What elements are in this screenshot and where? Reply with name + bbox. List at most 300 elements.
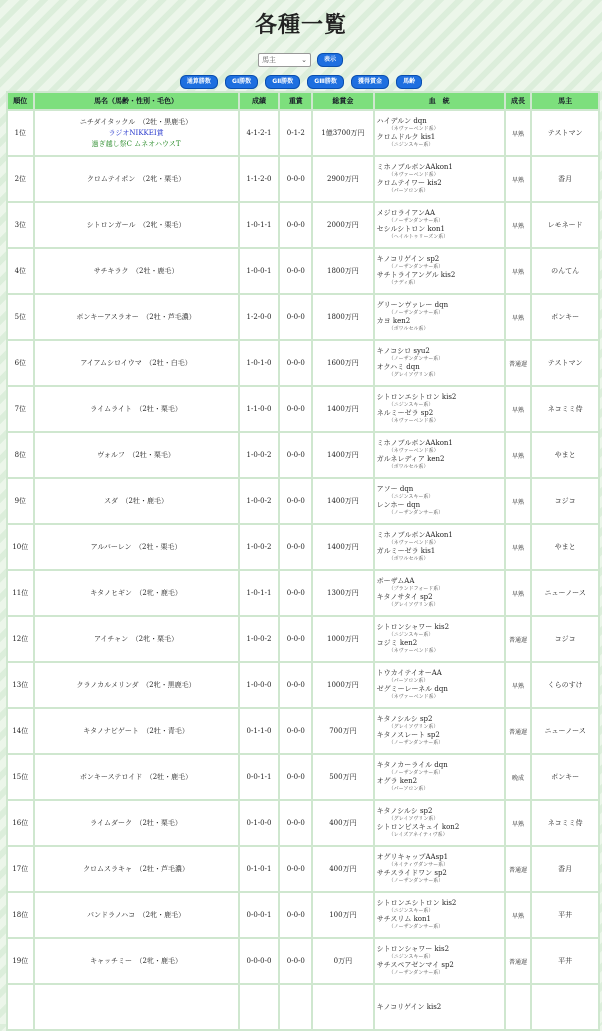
col-pedigree: 血 統 — [375, 93, 504, 109]
owner-cell: テストマン — [532, 341, 598, 385]
sire-line: （ノーザンダンサー系） — [388, 310, 444, 316]
ranking-table — [6, 91, 600, 1031]
col-horse-name: 馬名（馬齢・性別・毛色） — [35, 93, 238, 109]
dam-line: （ヘイルトゥリーズン系） — [388, 234, 449, 240]
graded-cell: 0-0-0 — [280, 617, 311, 661]
horse-name[interactable]: アイアムシロイウマ （2牡・白毛） — [80, 358, 192, 367]
prize-cell: 700万円 — [313, 709, 372, 753]
dam: サチスペアゼンマイ sp2 — [376, 961, 454, 969]
pedigree-cell — [375, 801, 504, 845]
record-cell: 0-0-0-0 — [240, 939, 279, 983]
sire: キノコリゲイン sp2 — [376, 255, 440, 263]
dam: ガルミーゼラ kis1 — [376, 547, 436, 555]
dam: キタノスレート sp2 — [376, 731, 440, 739]
sire: シトロンエシトロン kis2 — [376, 899, 457, 907]
horse-cell — [35, 847, 238, 891]
sire-line: （ネヴァーベンド系） — [388, 540, 439, 546]
horse-cell — [35, 801, 238, 845]
owner-cell: ネコミミ侍 — [532, 801, 598, 845]
growth-cell: 早熟 — [506, 525, 531, 569]
dam-line: （パーソロン系） — [388, 188, 429, 194]
owner-cell: のんてん — [532, 249, 598, 293]
dam-line: （ノーザンダンサー系） — [388, 970, 444, 976]
prize-cell: 2000万円 — [313, 203, 372, 247]
sire: グリーンヴァレー dqn — [376, 301, 449, 309]
sire-line: （ネヴァーベンド系） — [388, 448, 439, 454]
col-rank: 順位 — [8, 93, 33, 109]
pedigree-cell — [375, 295, 504, 339]
pedigree-cell — [375, 111, 504, 155]
dam-line: （グレイソヴリン系） — [388, 372, 439, 378]
pedigree-cell — [375, 893, 504, 937]
col-owner: 馬主 — [532, 93, 598, 109]
horse-cell — [35, 893, 238, 937]
rank-cell: 10位 — [8, 525, 33, 569]
horse-name[interactable]: パンドラノハコ （2牝・鹿毛） — [86, 910, 186, 919]
dam-line: （ノーザンダンサー系） — [388, 510, 444, 516]
sire-line: （グレイソヴリン系） — [388, 816, 439, 822]
pedigree-cell — [375, 203, 504, 247]
sire-line: （ノーザンダンサー系） — [388, 356, 444, 362]
prize-cell: 1600万円 — [313, 341, 372, 385]
dam-line: （ナディ系） — [388, 280, 419, 286]
prize-cell: 1300万円 — [313, 571, 372, 615]
graded-cell: 0-0-0 — [280, 893, 311, 937]
owner-cell: コジコ — [532, 479, 598, 523]
record-cell: 0-1-0-1 — [240, 847, 279, 891]
sire-line: （ニジンスキー系） — [388, 954, 434, 960]
table-row — [8, 571, 598, 615]
dam: カヨ ken2 — [376, 317, 411, 325]
table-row — [8, 617, 598, 661]
graded-cell: 0-1-2 — [280, 111, 311, 155]
horse-name[interactable]: サチキラク （2牡・鹿毛） — [93, 266, 179, 275]
dam-line: （ノーザンダンサー系） — [388, 924, 444, 930]
owner-cell: ニューノース — [532, 571, 598, 615]
record-cell: 0-0-0-1 — [240, 893, 279, 937]
record-cell: 1-0-0-1 — [240, 249, 279, 293]
sire-line: （ブランドフォード系） — [388, 586, 444, 592]
growth-cell: 早熟 — [506, 433, 531, 477]
pedigree-cell — [375, 755, 504, 799]
sire: ミホノブルボンAAkon1 — [376, 531, 453, 539]
record-cell: 1-0-0-2 — [240, 525, 279, 569]
owner-select-value: 馬主 — [261, 55, 276, 64]
rank-cell: 2位 — [8, 157, 33, 201]
horse-name[interactable]: ヴォルフ （2牡・栗毛） — [97, 450, 175, 459]
horse-name[interactable]: アイチャン （2牝・栗毛） — [93, 634, 179, 643]
growth-cell: 晩成 — [506, 755, 531, 799]
rank-cell: 12位 — [8, 617, 33, 661]
race-title: ラジオNIKKEI賞 — [108, 128, 164, 137]
pedigree-cell — [375, 663, 504, 707]
dam: ネルミーゼラ sp2 — [376, 409, 434, 417]
table-row — [8, 709, 598, 753]
dam-line: （レイズアネイティヴ系） — [388, 832, 448, 838]
record-cell: 1-2-0-0 — [240, 295, 279, 339]
prize-cell: 1400万円 — [313, 525, 372, 569]
graded-cell: 0-0-0 — [280, 847, 311, 891]
table-row — [8, 525, 598, 569]
tab-g1-wins[interactable]: GⅠ勝数 — [225, 75, 258, 89]
graded-cell: 0-0-0 — [280, 249, 311, 293]
dam: オクハミ dqn — [376, 363, 420, 371]
growth-cell: 早熟 — [506, 479, 531, 523]
graded-cell: 0-0-0 — [280, 663, 311, 707]
horse-cell — [35, 985, 238, 1029]
table-row — [8, 295, 598, 339]
sire: ミホノブルボンAAkon1 — [376, 439, 453, 447]
pedigree-cell — [375, 617, 504, 661]
prize-cell: 1800万円 — [313, 295, 372, 339]
horse-name[interactable]: シトロンガール （2牝・栗毛） — [86, 220, 186, 229]
col-prize: 総賞金 — [313, 93, 372, 109]
graded-cell: 0-0-0 — [280, 433, 311, 477]
rank-cell: 11位 — [8, 571, 33, 615]
prize-cell: 1億3700万円 — [313, 111, 372, 155]
dam: サチトライアングル kis2 — [376, 271, 456, 279]
sire: キタノシルシ sp2 — [376, 715, 433, 723]
horse-cell — [35, 571, 238, 615]
prize-cell: 1000万円 — [313, 617, 372, 661]
growth-cell: 早熟 — [506, 249, 531, 293]
col-growth: 成長 — [506, 93, 531, 109]
record-cell: 0-1-1-0 — [240, 709, 279, 753]
sire-line: （ネヴァーベンド系） — [388, 172, 439, 178]
growth-cell: 普通遅 — [506, 847, 531, 891]
owner-cell: 平井 — [532, 893, 598, 937]
growth-cell: 早熟 — [506, 801, 531, 845]
col-graded: 重賞 — [280, 93, 311, 109]
sire-line: （ノーザンダンサー系） — [388, 770, 444, 776]
record-cell: 1-0-0-2 — [240, 433, 279, 477]
owner-cell: テストマン — [532, 111, 598, 155]
horse-name[interactable]: キタノヒギン （2牝・鹿毛） — [90, 588, 182, 597]
owner-cell — [532, 985, 598, 1029]
table-row — [8, 847, 598, 891]
prize-cell: 1400万円 — [313, 387, 372, 431]
owner-cell: ニューノース — [532, 709, 598, 753]
graded-cell: 0-0-0 — [280, 387, 311, 431]
pedigree-cell — [375, 341, 504, 385]
rank-cell: 9位 — [8, 479, 33, 523]
dam-line: （グレイソヴリン系） — [388, 602, 439, 608]
dam-line: （ボワルセル系） — [388, 556, 429, 562]
horse-cell — [35, 341, 238, 385]
pedigree-cell — [375, 479, 504, 523]
growth-cell: 早熟 — [506, 111, 531, 155]
horse-cell — [35, 479, 238, 523]
record-cell: 0-0-1-1 — [240, 755, 279, 799]
dam-line: （ニジンスキー系） — [388, 142, 434, 148]
table-row — [8, 249, 598, 293]
sire: シトロンシャワー kis2 — [376, 945, 450, 953]
rank-cell: 5位 — [8, 295, 33, 339]
dam: コジミ ken2 — [376, 639, 418, 647]
dam: クロムドルク kis1 — [376, 133, 436, 141]
graded-cell: 0-0-0 — [280, 295, 311, 339]
pedigree-cell — [375, 387, 504, 431]
record-cell: 1-0-1-1 — [240, 571, 279, 615]
rank-cell: 15位 — [8, 755, 33, 799]
pedigree-cell — [375, 847, 504, 891]
sire: シトロンエシトロン kis2 — [376, 393, 457, 401]
owner-cell: 香月 — [532, 157, 598, 201]
horse-cell — [35, 295, 238, 339]
pedigree-cell — [375, 249, 504, 293]
owner-cell: ボンキー — [532, 755, 598, 799]
dam-line: （ネヴァーベンド系） — [388, 418, 439, 424]
dam-line: （ネヴァーベンド系） — [388, 694, 439, 700]
owner-cell: ネコミミ侍 — [532, 387, 598, 431]
table-row — [8, 111, 598, 155]
dam: クロムテイワー kis2 — [376, 179, 442, 187]
horse-name[interactable]: クロムテイポン （2牝・栗毛） — [86, 174, 186, 183]
filter-row — [0, 49, 602, 65]
owner-cell: 平井 — [532, 939, 598, 983]
tab-prize[interactable]: 獲得賞金 — [351, 75, 389, 89]
prize-cell — [313, 985, 372, 1029]
record-cell: 1-0-0-0 — [240, 663, 279, 707]
horse-name[interactable]: ライムダーク （2牡・栗毛） — [90, 818, 182, 827]
record-cell: 1-0-1-0 — [240, 341, 279, 385]
rank-cell: 19位 — [8, 939, 33, 983]
prize-cell: 1400万円 — [313, 479, 372, 523]
rank-cell: 7位 — [8, 387, 33, 431]
sire: ボーザムAA — [376, 577, 415, 585]
sire-line: （グレイソヴリン系） — [388, 724, 439, 730]
dam-line: （ノーザンダンサー系） — [388, 740, 444, 746]
owner-cell: 香月 — [532, 847, 598, 891]
horse-name[interactable]: ボンキーアスラオー （2牡・芦毛濃） — [76, 312, 196, 321]
dam: ガルネレディア ken2 — [376, 455, 445, 463]
pedigree-cell — [375, 571, 504, 615]
sire: トウカイテイオーAA — [376, 669, 442, 677]
dam: レンホー dqn — [376, 501, 421, 509]
rank-cell: 8位 — [8, 433, 33, 477]
horse-cell — [35, 663, 238, 707]
table-row — [8, 203, 598, 247]
owner-select[interactable] — [258, 53, 311, 67]
graded-cell: 0-0-0 — [280, 939, 311, 983]
graded-cell: 0-0-0 — [280, 709, 311, 753]
horse-name[interactable]: キャッチミー （2牝・鹿毛） — [90, 956, 183, 965]
sire-line: （ネヴァーベンド系） — [388, 126, 439, 132]
graded-cell: 0-0-0 — [280, 755, 311, 799]
growth-cell: 普通遅 — [506, 617, 531, 661]
sire-line: （ニジンスキー系） — [388, 494, 434, 500]
horse-cell — [35, 249, 238, 293]
growth-cell: 早熟 — [506, 157, 531, 201]
horse-cell — [35, 203, 238, 247]
owner-cell: やまと — [532, 433, 598, 477]
horse-name[interactable]: ニチダイタックル （2牡・黒鹿毛） — [79, 117, 193, 126]
sire: ミホノブルボンAAkon1 — [376, 163, 453, 171]
rank-cell: 13位 — [8, 663, 33, 707]
dam-line: （ネヴァーベンド系） — [388, 648, 439, 654]
chevron-down-icon: ⌄ — [301, 55, 307, 64]
record-cell: 4-1-2-1 — [240, 111, 279, 155]
growth-cell: 早熟 — [506, 893, 531, 937]
dam-line: （パーソロン系） — [388, 786, 429, 792]
prize-cell: 100万円 — [313, 893, 372, 937]
growth-cell: 普通遅 — [506, 939, 531, 983]
dam: キタノサタイ sp2 — [376, 593, 433, 601]
tab-total-wins[interactable]: 通算勝数 — [180, 75, 218, 89]
sort-tabs — [0, 71, 602, 85]
table-row — [8, 755, 598, 799]
horse-cell — [35, 111, 238, 155]
rank-cell: 6位 — [8, 341, 33, 385]
table-row — [8, 939, 598, 983]
horse-cell — [35, 157, 238, 201]
sire: キノコリゲイン kis2 — [376, 1002, 442, 1011]
horse-name[interactable]: ライムライト （2牡・栗毛） — [90, 404, 182, 413]
tab-g3-wins[interactable]: GⅢ勝数 — [307, 75, 344, 89]
prize-cell: 400万円 — [313, 847, 372, 891]
growth-cell: 早熟 — [506, 295, 531, 339]
graded-cell: 0-0-0 — [280, 571, 311, 615]
graded-cell: 0-0-0 — [280, 157, 311, 201]
sire: キノコシロ syu2 — [376, 347, 430, 355]
horse-name[interactable]: スダ （2牡・鹿毛） — [104, 496, 169, 505]
table-header — [8, 93, 598, 109]
dam: シトロンビスキュイ kon2 — [376, 823, 460, 831]
sire-line: （ニジンスキー系） — [388, 908, 434, 914]
horse-cell — [35, 939, 238, 983]
sire: キタノシルシ sp2 — [376, 807, 433, 815]
rank-cell: 1位 — [8, 111, 33, 155]
growth-cell — [506, 985, 531, 1029]
table-row — [8, 433, 598, 477]
sire-line: （ニジンスキー系） — [388, 402, 434, 408]
record-cell — [240, 985, 279, 1029]
pedigree-cell — [375, 985, 504, 1029]
table-row — [8, 801, 598, 845]
graded-cell: 0-0-0 — [280, 203, 311, 247]
dam: ゼグミーレーネル dqn — [376, 685, 448, 693]
horse-cell — [35, 617, 238, 661]
owner-cell: コジコ — [532, 617, 598, 661]
dam: オグラ ken2 — [376, 777, 418, 785]
pedigree-cell — [375, 939, 504, 983]
table-row — [8, 663, 598, 707]
horse-cell — [35, 433, 238, 477]
prize-cell: 1800万円 — [313, 249, 372, 293]
graded-cell: 0-0-0 — [280, 801, 311, 845]
graded-cell: 0-0-0 — [280, 479, 311, 523]
table-row — [8, 157, 598, 201]
dam: サチスライドワン sp2 — [376, 869, 447, 877]
sire: オグリキャップAAsp1 — [376, 853, 449, 861]
table-row — [8, 985, 598, 1029]
col-record: 成績 — [240, 93, 279, 109]
record-cell: 1-1-0-0 — [240, 387, 279, 431]
rank-cell: 16位 — [8, 801, 33, 845]
record-cell: 1-1-2-0 — [240, 157, 279, 201]
tab-g2-wins[interactable]: GⅡ勝数 — [265, 75, 300, 89]
sire-line: （ニジンスキー系） — [388, 632, 434, 638]
growth-cell: 早熟 — [506, 663, 531, 707]
sire-line: （ネイティヴダンサー系） — [388, 862, 449, 868]
graded-cell: 0-0-0 — [280, 525, 311, 569]
sire: アソー dqn — [376, 485, 414, 493]
horse-cell — [35, 709, 238, 753]
horse-name[interactable]: クラノカルメリンダ （2牝・黒鹿毛） — [76, 680, 196, 689]
graded-cell — [280, 985, 311, 1029]
tab-age[interactable]: 馬齢 — [396, 75, 422, 89]
rank-cell — [8, 985, 33, 1029]
prize-cell: 1000万円 — [313, 663, 372, 707]
dam-line: （ボワルセル系） — [388, 326, 429, 332]
record-cell: 1-0-1-1 — [240, 203, 279, 247]
horse-cell — [35, 387, 238, 431]
dam: サチスリム kon1 — [376, 915, 431, 923]
pedigree-cell — [375, 157, 504, 201]
graded-cell: 0-0-0 — [280, 341, 311, 385]
pedigree-cell — [375, 709, 504, 753]
prize-cell: 1400万円 — [313, 433, 372, 477]
dam-line: （ボワルセル系） — [388, 464, 429, 470]
sire: ハイデルン dqn — [376, 117, 427, 125]
owner-cell: やまと — [532, 525, 598, 569]
rank-cell: 3位 — [8, 203, 33, 247]
horse-name[interactable]: ボンキーステロイド （2牡・鹿毛） — [79, 772, 193, 781]
table-row — [8, 479, 598, 523]
rank-cell: 18位 — [8, 893, 33, 937]
table-row — [8, 341, 598, 385]
rank-cell: 17位 — [8, 847, 33, 891]
owner-cell: ボンキー — [532, 295, 598, 339]
record-cell: 0-1-0-0 — [240, 801, 279, 845]
sire: シトロンシャワー kis2 — [376, 623, 450, 631]
sire-line: （パーソロン系） — [388, 678, 429, 684]
record-cell: 1-0-0-2 — [240, 479, 279, 523]
horse-name[interactable]: キタノナビゲート （2牡・青毛） — [83, 726, 189, 735]
horse-name[interactable]: アルバーレン （2牡・栗毛） — [90, 542, 182, 551]
show-button[interactable]: 表示 — [317, 53, 343, 67]
growth-cell: 普通遅 — [506, 341, 531, 385]
prize-cell: 400万円 — [313, 801, 372, 845]
table-row — [8, 387, 598, 431]
sire-line: （ノーザンダンサー系） — [388, 264, 444, 270]
prize-cell: 2900万円 — [313, 157, 372, 201]
growth-cell: 早熟 — [506, 387, 531, 431]
table-row — [8, 893, 598, 937]
owner-cell: くらのすけ — [532, 663, 598, 707]
growth-cell: 早熟 — [506, 571, 531, 615]
horse-cell — [35, 525, 238, 569]
prize-cell: 0万円 — [313, 939, 372, 983]
growth-cell: 普通遅 — [506, 709, 531, 753]
record-cell: 1-0-0-2 — [240, 617, 279, 661]
owner-cell: レモネード — [532, 203, 598, 247]
pedigree-cell — [375, 525, 504, 569]
sire: キタノカーライル dqn — [376, 761, 448, 769]
horse-cell — [35, 755, 238, 799]
prize-cell: 500万円 — [313, 755, 372, 799]
sire-line: （ノーザンダンサー系） — [388, 218, 444, 224]
dam: セシルシトロン kon1 — [376, 225, 445, 233]
growth-cell: 早熟 — [506, 203, 531, 247]
rank-cell: 14位 — [8, 709, 33, 753]
rank-cell: 4位 — [8, 249, 33, 293]
pedigree-cell — [375, 433, 504, 477]
race-title: 過ぎ越し祭C ムネオハウスT — [91, 139, 181, 148]
page-title: 各種一覧 — [254, 12, 347, 38]
horse-name[interactable]: クロムスラキャ （2牡・芦毛濃） — [83, 864, 190, 873]
dam-line: （ノーザンダンサー系） — [388, 878, 444, 884]
